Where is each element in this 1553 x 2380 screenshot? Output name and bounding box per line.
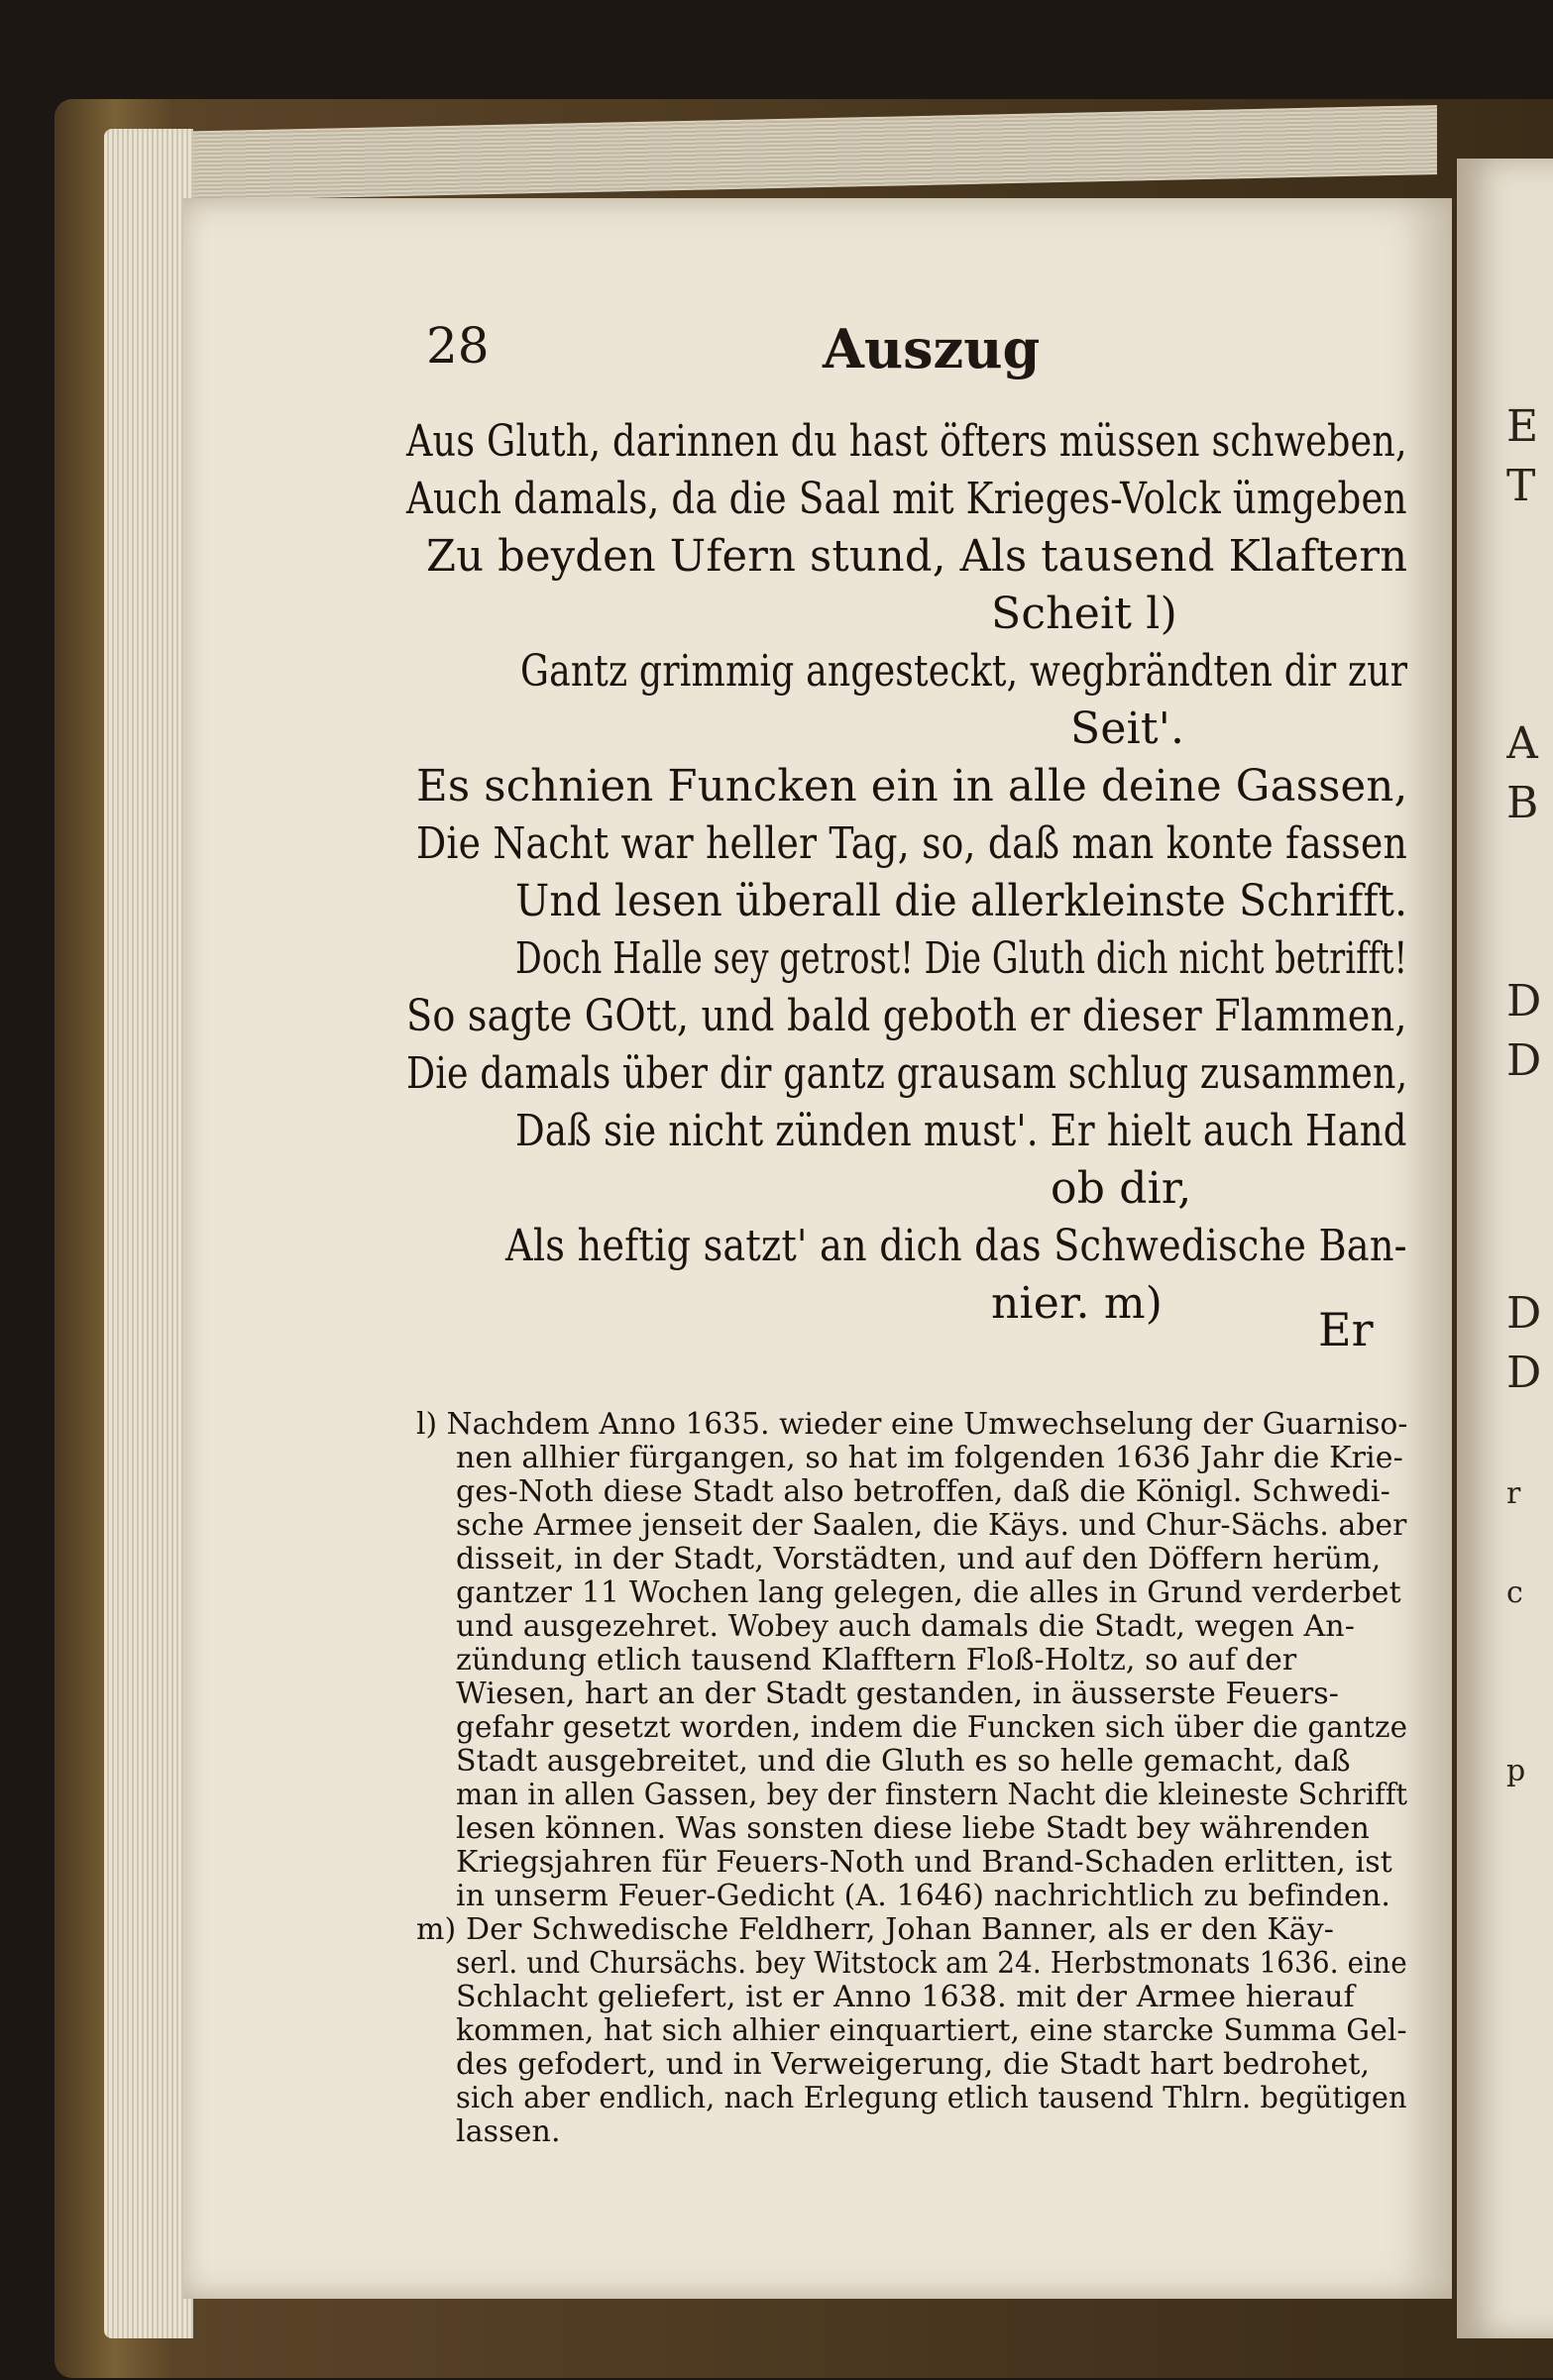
footnote-line: Kriegsjahren für Feuers-Noth und Brand-Schaden erlitten, ist [456,1845,1392,1880]
page-edges-left [104,129,193,2338]
footnote-line: serl. und Chursächs. bey Witstock am 24. Herbstmonats 1636. eine [456,1946,1407,1981]
footnote-line: des gefodert, und in Verweigerung, die Stadt hart bedrohet, [456,2047,1371,2082]
footnote-line: Stadt ausgebreitet, und die Gluth es so helle gemacht, daß [456,1744,1351,1779]
verse-line: Daß sie nicht zünden must'. Er hielt auch Hand [515,1106,1407,1156]
page-number: 28 [426,317,490,375]
footnote-line: gefahr gesetzt worden, indem die Funcken sich über die gantze [456,1710,1408,1745]
footnote-line: sche Armee jenseit der Saalen, die Käys. und Chur-Sächs. aber [456,1508,1407,1543]
facing-page-fragment: B [1506,778,1539,828]
verse-line: Gantz grimmig angesteckt, wegbrändten dir zur [520,646,1408,697]
footnote-line: disseit, in der Stadt, Vorstädten, und auf den Döffern herüm, [456,1542,1382,1576]
footnote-line: m) Der Schwedische Feldherr, Johan Banner, als er den Käy- [416,1912,1334,1947]
verse-line: Doch Halle sey getrost! Die Gluth dich nicht betrifft! [515,933,1408,984]
footnote-line: in unserm Feuer-Gedicht (A. 1646) nachrichtlich zu befinden. [456,1879,1391,1913]
verse-line: Die damals über dir gantz grausam schlug zusammen, [406,1048,1408,1099]
facing-page-fragment: p [1506,1754,1526,1788]
facing-page-fragment: A [1506,718,1538,769]
verse-line: Scheit l) [991,589,1177,639]
verse-line: Auch damals, da die Saal mit Krieges-Volck ümgeben [406,474,1407,524]
footnote-line: zündung etlich tausend Klafftern Floß-Holtz, so auf der [456,1643,1297,1677]
verse-line: Es schnien Funcken ein in alle deine Gassen, [416,761,1408,811]
footnote-line: kommen, hat sich alhier einquartiert, eine starcke Summa Gel- [456,2013,1407,2048]
facing-page-fragment: r [1506,1476,1521,1511]
footnote-line: ges-Noth diese Stadt also betroffen, daß die Königl. Schwedi- [456,1474,1390,1509]
verse-line: ob dir, [1051,1163,1192,1214]
footnote-line: gantzer 11 Wochen lang gelegen, die alles in Grund verderbet [456,1575,1401,1610]
verse-line: Und lesen überall die allerkleinste Schrifft. [515,876,1408,926]
footnote-line: Wiesen, hart an der Stadt gestanden, in äusserste Feuers- [456,1677,1340,1711]
facing-page-fragment: E [1506,401,1539,452]
verse-line: Zu beyden Ufern stund, Als tausend Klaftern [426,531,1408,582]
verse-line: So sagte GOtt, und bald geboth er dieser Flammen, [406,991,1407,1041]
footnote-line: nen allhier fürgangen, so hat im folgenden 1636 Jahr die Krie- [456,1441,1403,1475]
facing-page-fragment: T [1506,461,1536,511]
facing-page-fragment: D [1506,1348,1542,1398]
page-header [426,317,1417,396]
footnote-line: lesen können. Was sonsten diese liebe Stadt bey währenden [456,1811,1370,1846]
verse-line: Seit'. [1070,703,1185,754]
footnote-line: man in allen Gassen, bey der finstern Nacht die kleineste Schrifft [456,1778,1408,1812]
facing-page-fragment: c [1506,1575,1523,1610]
facing-page-fragment: D [1506,1035,1542,1086]
verse-line: Die Nacht war heller Tag, so, daß man konte fassen [416,818,1407,869]
facing-page-fragment: D [1506,976,1542,1027]
footnote-line: lassen. [456,2114,561,2149]
verse-line: Als heftig satzt' an dich das Schwedische Ban- [505,1221,1407,1271]
facing-page-fragment: D [1506,1288,1542,1339]
running-head: Auszug [823,317,1041,380]
catchword: Er [1318,1303,1374,1356]
footnote-line: und ausgezehret. Wobey auch damals die Stadt, wegen An- [456,1609,1355,1644]
footnote-line: Schlacht geliefert, ist er Anno 1638. mit der Armee hierauf [456,1980,1355,2014]
footnote-line: l) Nachdem Anno 1635. wieder eine Umwechselung der Guarniso- [416,1407,1408,1442]
verse-line: Aus Gluth, darinnen du hast öfters müssen schweben, [406,416,1407,467]
footnote-line: sich aber endlich, nach Erlegung etlich tausend Thlrn. begütigen [456,2081,1407,2115]
verse-line: nier. m) [991,1278,1164,1329]
